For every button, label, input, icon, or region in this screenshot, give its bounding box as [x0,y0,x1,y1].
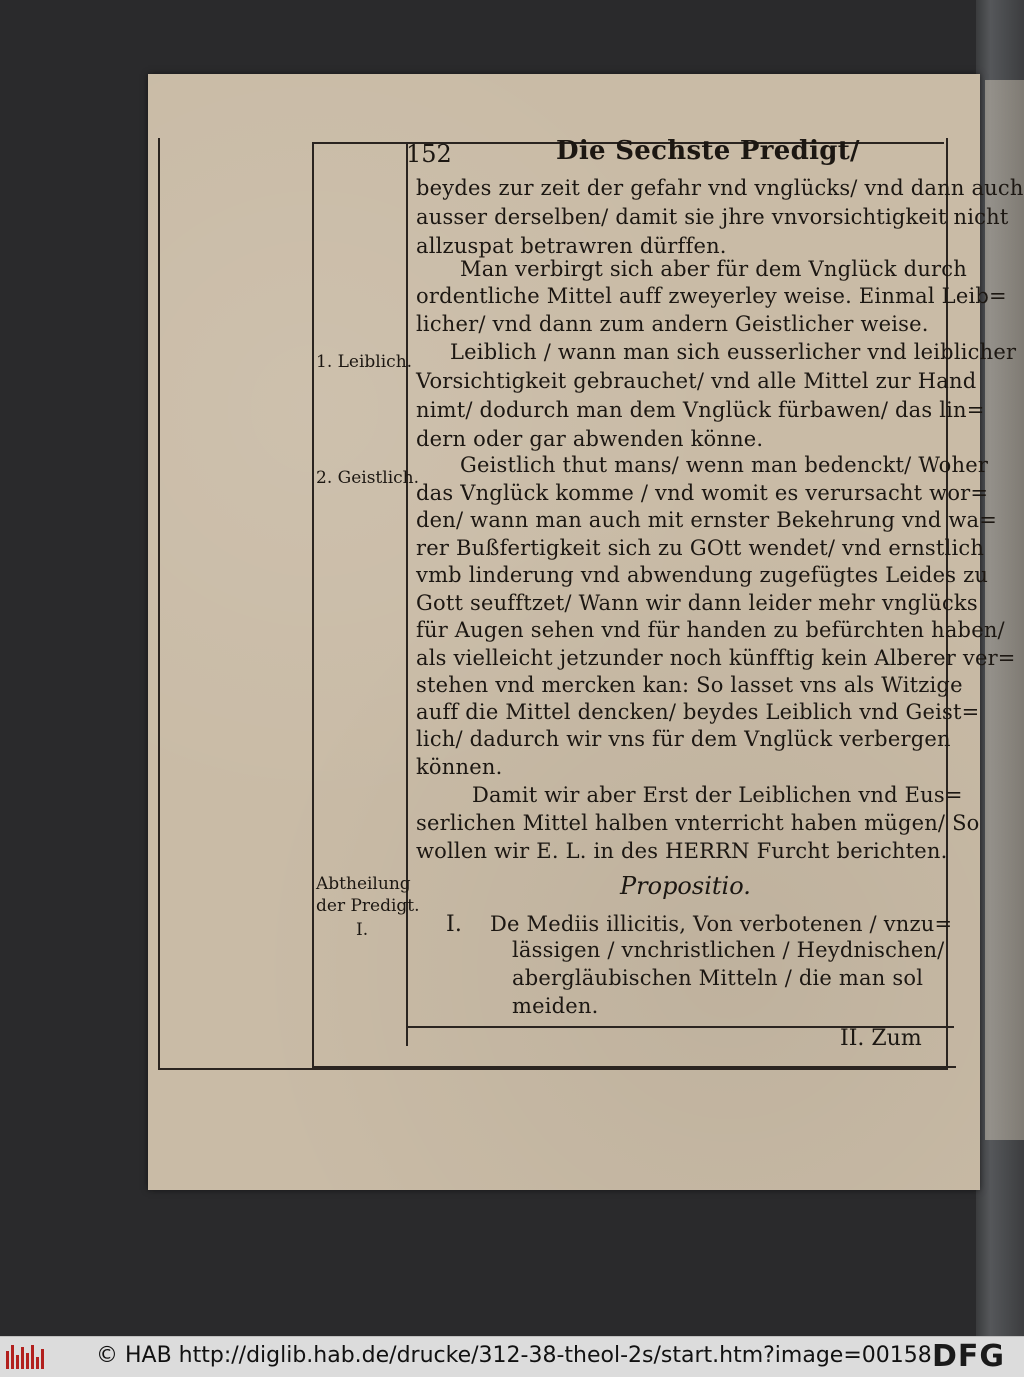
text-line: stehen vnd mercken kan: So lasset vns als Witzige [416,673,963,697]
margin-rule-left [312,142,314,1066]
margin-note-leiblich: 1. Leiblich. [316,352,413,372]
proposition-line: abergläubischen Mitteln / die man sol [512,966,924,990]
text-line: Vorsichtigkeit gebrauchet/ vnd alle Mittel zur Hand [416,369,977,393]
text-line: wollen wir E. L. in des HERRN Furcht berichten. [416,839,948,863]
text-line: können. [416,755,503,779]
text-line: nimt/ dodurch man dem Vnglück fürbawen/ das lin= [416,398,985,422]
text-line: rer Bußfertigkeit sich zu GOtt wendet/ vnd ernstlich [416,536,985,560]
text-line: lich/ dadurch wir vns für dem Vnglück verbergen [416,727,951,751]
catchword: II. Zum [840,1026,922,1051]
text-line: ordentliche Mittel auff zweyerley weise. Einmal Leib= [416,284,1007,308]
text-line: dern oder gar abwenden könne. [416,427,764,451]
text-line: den/ wann man auch mit ernster Bekehrung vnd wa= [416,508,998,532]
margin-note-abtheilung: Abtheilung [316,874,411,894]
text-line: Man verbirgt sich aber für dem Vnglück durch [460,257,967,281]
text-line: Leiblich / wann man sich eusserlicher vnd leiblicher [450,340,1017,364]
proposition-heading: Propositio. [620,872,751,900]
proposition-line: meiden. [512,994,599,1018]
hab-barcode-logo-icon[interactable] [6,1345,46,1369]
proposition-line: lässigen / vnchristlichen / Heydnischen/ [512,938,945,962]
footer-bar [0,1336,1024,1377]
dfg-logo[interactable]: DFG [932,1339,1006,1374]
next-page-edge [985,80,1024,1140]
citation-link[interactable]: © HAB http://diglib.hab.de/drucke/312-38-theol-2s/start.htm?image=00158 [96,1343,932,1368]
text-line: auff die Mittel dencken/ beydes Leiblich vnd Geist= [416,700,980,724]
text-line: beydes zur zeit der gefahr vnd vnglücks/ vnd dann auch [416,176,1024,200]
proposition-line: De Mediis illicitis, Von verbotenen / vnzu= [490,912,953,936]
proposition-numeral: I. [446,912,463,937]
text-line: Gott seufftzet/ Wann wir dann leider mehr vnglücks [416,591,978,615]
margin-note-der-predigt: der Predigt. [316,896,420,916]
text-line: als vielleicht jetzunder noch künfftig kein Alberer ver= [416,646,1016,670]
margin-note-numeral: I. [356,920,369,940]
text-line: allzuspat betrawren dürffen. [416,234,727,258]
page-number: 152 [406,140,452,168]
text-line: licher/ vnd dann zum andern Geistlicher weise. [416,312,929,336]
running-head: Die Sechste Predigt/ [556,136,860,166]
text-line: Damit wir aber Erst der Leiblichen vnd Eus= [472,783,963,807]
text-line: vmb linderung vnd abwendung zugefügtes Leides zu [416,563,989,587]
text-line: Geistlich thut mans/ wenn man bedenckt/ Woher [460,453,989,477]
text-line: serlichen Mittel halben vnterricht haben mügen/ So [416,811,980,835]
text-line: das Vnglück komme / vnd womit es verursacht wor= [416,481,989,505]
bottom-rule [312,1066,956,1068]
margin-note-geistlich: 2. Geistlich. [316,468,420,488]
text-line: für Augen sehen vnd für handen zu befürchten haben/ [416,618,1005,642]
text-line: ausser derselben/ damit sie jhre vnvorsichtigkeit nicht [416,205,1009,229]
